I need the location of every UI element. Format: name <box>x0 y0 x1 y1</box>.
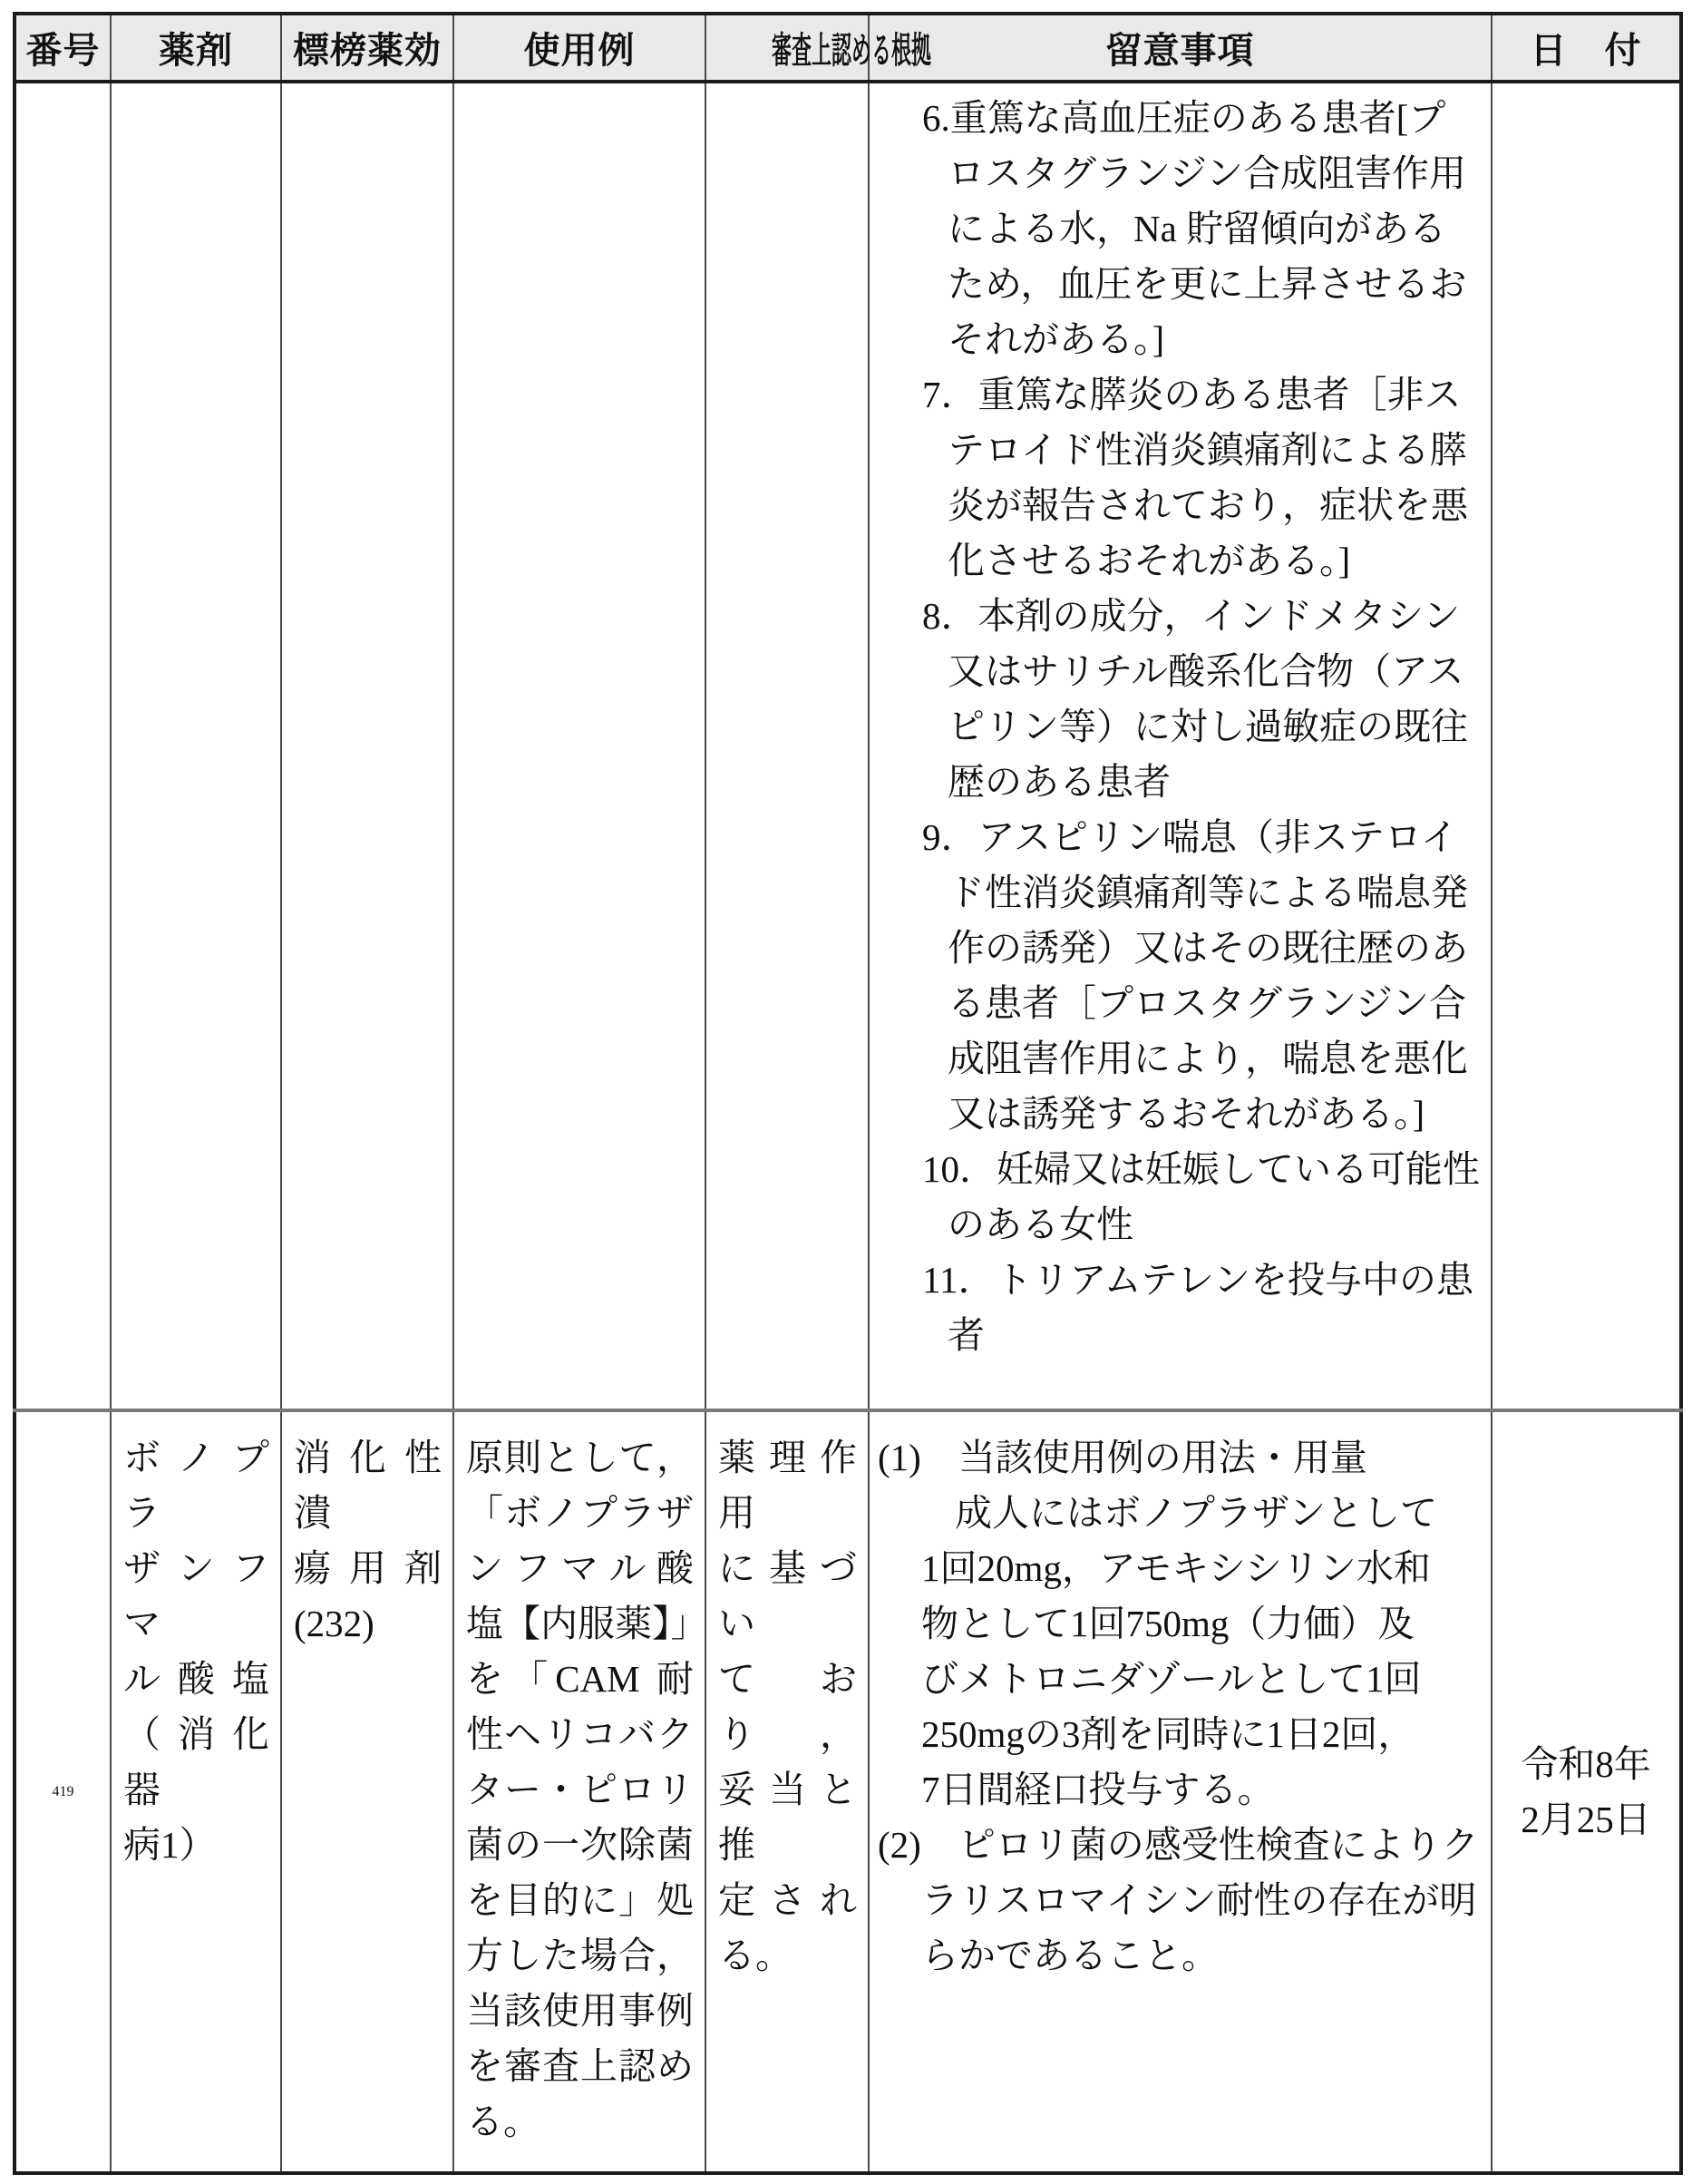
text-line: を「CAM 耐 <box>466 1658 694 1700</box>
text-line: 瘍用剤 <box>294 1547 442 1589</box>
text-line: 作の誘発）又はその既往歴のあ <box>948 927 1468 969</box>
text-line: 歴のある患者 <box>948 761 1171 803</box>
text-line: らかであること。 <box>921 1935 1219 1976</box>
text-line: ザンフマ <box>123 1547 269 1644</box>
cell-basis <box>705 1410 869 2173</box>
cell-date <box>1492 82 1681 1410</box>
text-line: 6.重篤な高血圧症のある患者[プ <box>922 97 1446 139</box>
text-line: ター・ピロリ <box>466 1769 694 1810</box>
cell-drug <box>111 82 281 1410</box>
cell-number <box>15 82 111 1410</box>
text-line: 成人にはボノプラザンとして <box>955 1492 1438 1534</box>
cell-usage <box>453 82 705 1410</box>
text-line: (2) ピロリ菌の感受性検査によりク <box>878 1824 1479 1866</box>
header-cell-number: 番号 <box>15 14 111 82</box>
text-line: 薬理作用 <box>718 1437 857 1534</box>
text-line: 1回20mg，アモキシシリン水和 <box>921 1547 1431 1589</box>
text-line: 方した場合， <box>466 1935 694 1976</box>
text-line: ロスタグランジン合成阻害作用 <box>948 152 1466 194</box>
text-line: 妥当と推 <box>718 1769 857 1866</box>
text-line: に基づい <box>718 1547 857 1644</box>
text-line: 菌の一次除菌 <box>466 1824 694 1866</box>
text-line: 8．本剤の成分，インドメタシン <box>922 595 1461 637</box>
review-table <box>13 12 1683 2175</box>
cell-basis <box>705 82 869 1410</box>
text-line: 10．妊婦又は妊娠している可能性 <box>922 1148 1480 1190</box>
text-line: 消化性潰 <box>294 1437 442 1534</box>
text-line: 定され <box>718 1879 857 1921</box>
header-cell-date: 日 付 <box>1492 14 1681 82</box>
text-line: ド性消炎鎮痛剤等による喘息発 <box>948 872 1468 913</box>
text-line: 病1） <box>123 1824 217 1866</box>
header-cell-notes: 留意事項 <box>869 14 1492 82</box>
cell-date <box>1492 1410 1681 2173</box>
cell-usage <box>453 1410 708 2173</box>
text-line: ボノプラ <box>123 1437 269 1534</box>
text-line: る患者［プロスタグランジン合 <box>948 982 1466 1024</box>
cell-notes <box>869 1410 1492 2173</box>
text-line: 炎が報告されており，症状を悪 <box>948 484 1468 526</box>
text-line: (1) 当該使用例の用法・用量 <box>878 1437 1367 1478</box>
text-line: 原則として， <box>466 1437 694 1478</box>
text-line: びメトロニダゾールとして1回 <box>921 1658 1422 1700</box>
cell-drug <box>111 1410 281 2173</box>
text-line: ンフマル酸 <box>466 1547 694 1589</box>
text-line: 7日間経口投与する。 <box>921 1769 1275 1810</box>
header-cell-efficacy: 標榜薬効 <box>281 14 453 82</box>
table-row <box>15 82 1681 1410</box>
text-line: 「ボノプラザ <box>466 1492 694 1534</box>
text-line: による水，Na 貯留傾向がある <box>948 208 1447 249</box>
text-line: ル酸塩 <box>123 1658 269 1700</box>
text-line: を目的に」処 <box>466 1879 694 1921</box>
header-basis-label: 審査上認める根拠 <box>772 31 931 71</box>
cell-notes <box>869 82 1492 1410</box>
cell-efficacy <box>281 82 453 1410</box>
text-line: それがある。] <box>948 318 1165 360</box>
text-line: 又はサリチル酸系化合物（アス <box>948 650 1464 692</box>
table-row <box>15 1410 1681 2173</box>
cell-number: 419 <box>52 1783 74 1799</box>
text-line: 成阻害作用により，喘息を悪化 <box>948 1038 1468 1079</box>
text-line: 物として1回750mg（力価）及 <box>921 1603 1415 1644</box>
cell-efficacy <box>281 1410 453 2173</box>
table-header <box>15 14 1681 82</box>
document-page <box>13 12 1683 2175</box>
text-line: 化させるおそれがある。] <box>948 540 1351 581</box>
text-line: る。 <box>718 1935 793 1976</box>
header-cell-usage: 使用例 <box>453 14 705 82</box>
text-line: (232) <box>294 1603 374 1644</box>
text-line: （消化器 <box>123 1713 269 1810</box>
text-line: ため，血圧を更に上昇させるお <box>948 263 1467 305</box>
text-line: 7．重篤な膵炎のある患者［非ス <box>922 374 1462 415</box>
text-line: 令和8年 <box>1521 1742 1651 1785</box>
text-line: のある女性 <box>948 1204 1133 1245</box>
text-line: ており， <box>718 1658 857 1755</box>
text-line: 性ヘリコバク <box>466 1713 694 1755</box>
text-line: 当該使用事例 <box>466 1990 694 2032</box>
text-line: 11．トリアムテレンを投与中の患 <box>922 1259 1473 1301</box>
text-line: 塩【内服薬】」 <box>466 1603 708 1644</box>
text-line: 又は誘発するおそれがある。] <box>948 1093 1425 1135</box>
text-line: を審査上認め <box>466 2045 694 2087</box>
text-line: ラリスロマイシン耐性の存在が明 <box>921 1879 1477 1921</box>
text-line: 者 <box>948 1314 985 1356</box>
header-cell-basis <box>705 14 931 82</box>
text-line: テロイド性消炎鎮痛剤による膵 <box>948 429 1467 471</box>
text-line: 2月25日 <box>1521 1798 1651 1840</box>
text-line: る。 <box>466 2101 540 2142</box>
header-cell-drug: 薬剤 <box>111 14 281 82</box>
text-line: ピリン等）に対し過敏症の既往 <box>948 706 1468 747</box>
text-line: 9．アスピリン喘息（非ステロイ <box>922 816 1458 858</box>
text-line: 250mgの3剤を同時に1日2回， <box>921 1713 1415 1755</box>
